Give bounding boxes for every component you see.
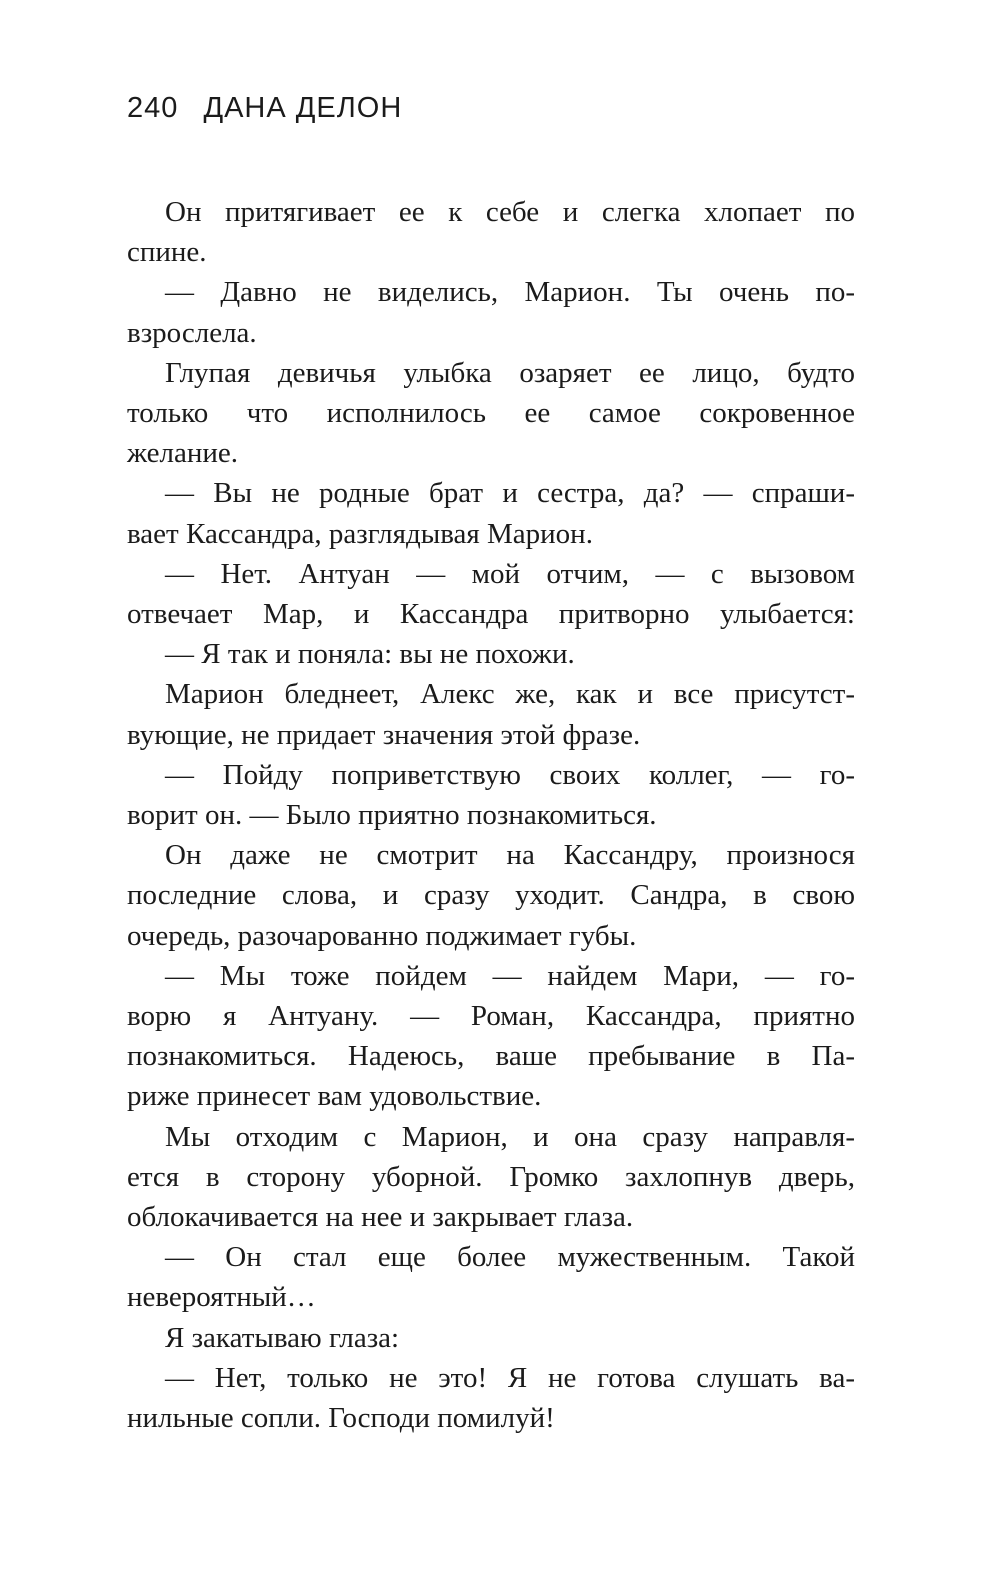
text-line: — Пойду поприветствую своих коллег, — го- [165, 758, 855, 791]
text-line: — Вы не родные брат и сестра, да? — спраши- [165, 477, 855, 510]
text-line: ется в сторону уборной. Громко захлопнув дверь, [127, 1160, 855, 1193]
text-line: вает Кассандра, разглядывая Марион. [127, 517, 593, 550]
text-line: вующие, не придает значения этой фразе. [127, 718, 641, 751]
text-line: — Нет. Антуан — мой отчим, — с вызовом [165, 557, 855, 590]
text-line: невероятный… [127, 1281, 316, 1314]
text-line: — Он стал еще более мужественным. Такой [165, 1241, 855, 1274]
text-line: отвечает Мар, и Кассандра притворно улыбается: [127, 598, 855, 630]
text-line: — Я так и поняла: вы не похожи. [165, 638, 575, 671]
text-line: спине. [127, 236, 207, 269]
text-line: риже принесет вам удовольствие. [127, 1080, 542, 1113]
author-name: ДАНА ДЕЛОН [203, 92, 403, 124]
text-line: последние слова, и сразу уходит. Сандра, в свою [127, 879, 855, 912]
text-line: Он притягивает ее к себе и слегка хлопает по [165, 196, 855, 228]
text-line: взрослела. [127, 316, 257, 349]
text-line: Я закатываю глаза: [165, 1321, 400, 1354]
text-line: — Давно не виделись, Марион. Ты очень по- [165, 276, 855, 309]
page-number: 240 [127, 92, 179, 124]
text-line: ворю я Антуану. — Роман, Кассандра, приятно [127, 1000, 855, 1032]
text-line: — Мы тоже пойдем — найдем Мари, — го- [165, 959, 855, 992]
text-line: нильные сопли. Господи помилуй! [127, 1402, 555, 1434]
text-line: — Нет, только не это! Я не готова слушать ва- [165, 1361, 855, 1394]
text-line: облокачивается на нее и закрывает глаза. [127, 1201, 634, 1233]
text-line: только что исполнилось ее самое сокровенное [127, 397, 855, 429]
text-line: Марион бледнеет, Алекс же, как и все присутст- [165, 678, 855, 711]
text-line: ворит он. — Было приятно познакомиться. [127, 799, 657, 831]
running-head [127, 92, 402, 125]
text-line: познакомиться. Надеюсь, ваше пребывание в Па- [127, 1040, 855, 1073]
text-line: Мы отходим с Марион, и она сразу направля- [165, 1120, 855, 1153]
text-line: желание. [127, 437, 239, 470]
text-line: очередь, разочарованно поджимает губы. [127, 919, 637, 952]
text-line: Глупая девичья улыбка озаряет ее лицо, будто [165, 356, 855, 389]
text-line: Он даже не смотрит на Кассандру, произнося [165, 839, 855, 872]
